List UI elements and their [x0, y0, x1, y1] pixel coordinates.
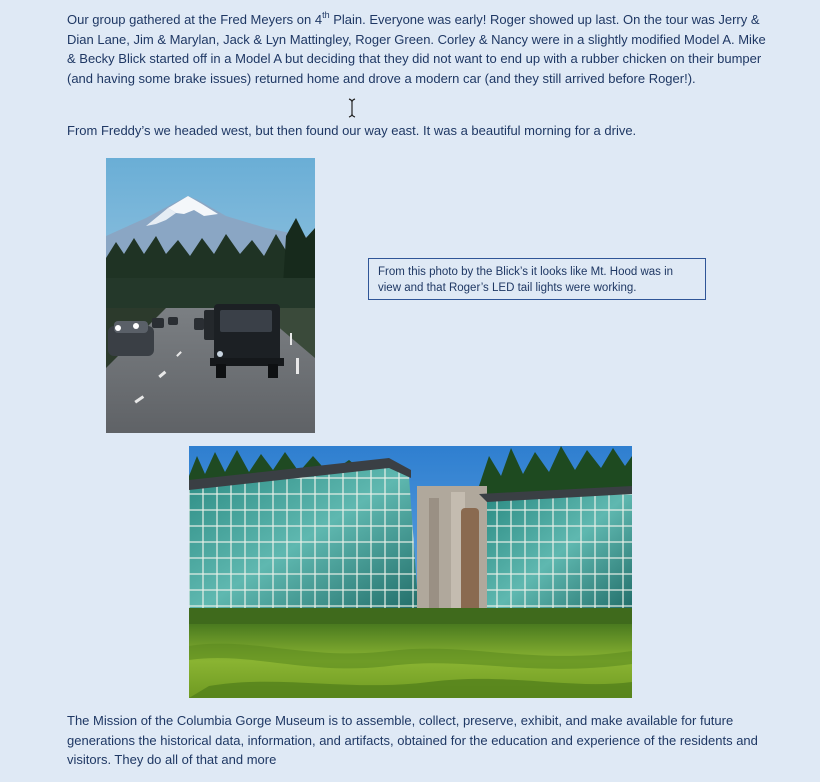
intro-text-start: Our group gathered at the Fred Meyers on 4: [67, 12, 323, 27]
mt-hood-highway-photo: [106, 158, 315, 433]
intro-paragraph: [67, 10, 767, 88]
ordinal-superscript: th: [322, 9, 330, 20]
columbia-gorge-museum-photo: [189, 446, 632, 698]
mission-paragraph: The Mission of the Columbia Gorge Museum is to assemble, collect, preserve, exhibit, and make available for future generations the historical data, information, and artifacts, obtained for the education and experience of the residents and visitors. They do all of that and more: [67, 713, 758, 767]
intro-text-rest: Plain. Everyone was early! Roger showed up last. On the tour was Jerry & Dian Lane, Jim & Marylan, Jack & Lyn Mattingley, Roger Green. Corley & Nancy were in a slightly modified Model A. Mike & Becky Blick started off in a Model A but deciding that they did not want to end up with a rubber chicken on their bumper (and having some brake issues) returned home and drove a modern car (and they still arrived before Roger!).: [67, 12, 766, 86]
photo-caption-box: From this photo by the Blick’s it looks like Mt. Hood was in view and that Roger’s LED tail lights were working.: [368, 258, 706, 300]
text-cursor-icon: [347, 98, 357, 118]
route-paragraph: From Freddy’s we headed west, but then found our way east. It was a beautiful morning for a drive.: [67, 123, 637, 138]
